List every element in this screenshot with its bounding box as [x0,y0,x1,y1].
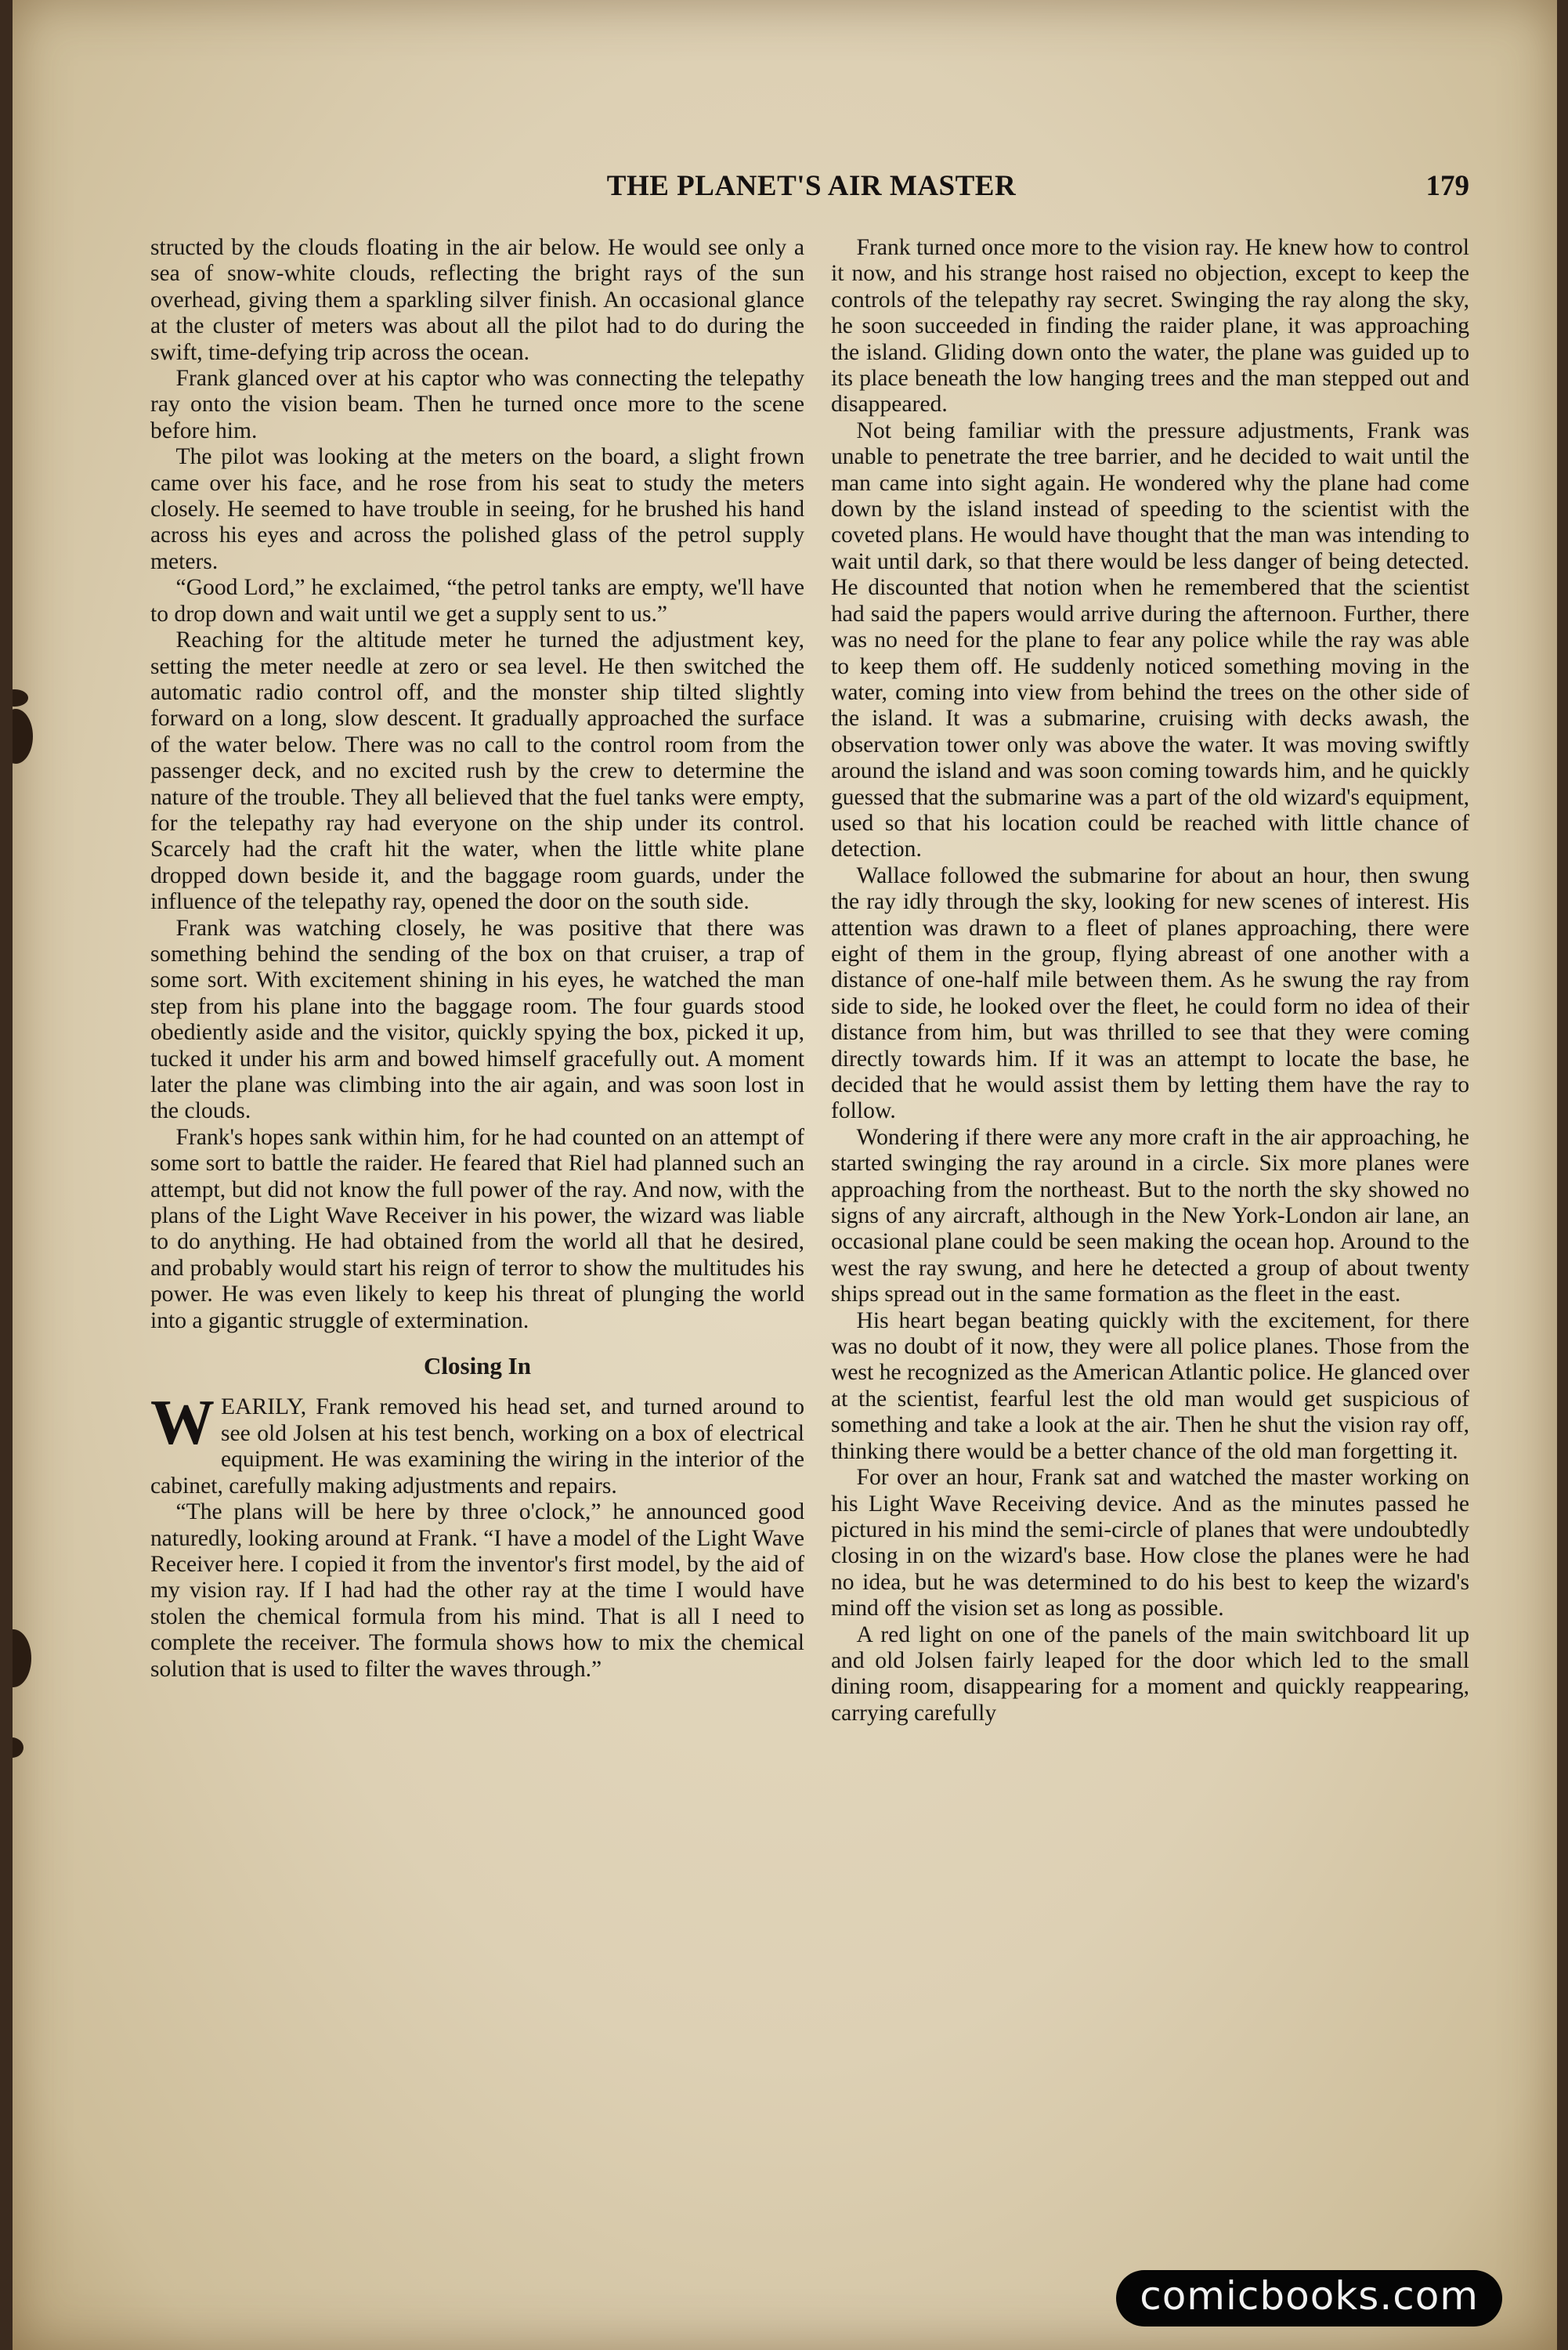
paragraph: Frank was watching closely, he was positive that there was something behind the sending of the box on that cruiser, a trap of some sort. With excitement shining in his eyes, he watched the man step from his plane into the baggage room. The four guards stood obediently aside and the visitor, quickly spying the box, picked it up, tucked it under his arm and bowed himself gracefully out. A moment later the plane was climbing into the air again, and was soon lost in the clouds. [150,915,804,1124]
paragraph: Wallace followed the submarine for about an hour, then swung the ray idly through the sky, looking for new scenes of interest. His attention was drawn to a fleet of planes approaching, there were eight of them in the group, flying abreast of one another with a distance of one-half mile between them. As he swung the ray from side to side, he looked over the fleet, he could form no idea of their distance from him, but was thrilled to see that they were coming directly towards him. If it was an attempt to locate the base, he decided that he would assist them by letting them have the ray to follow. [831,862,1469,1124]
paragraph: His heart began beating quickly with the excitement, for there was no doubt of it now, they were all police planes. Those from the west he recognized as the American Atlantic police. He glanced over at the scientist, fearful lest the old man would get suspicious of something and take a look at the air. Then he shut the vision ray off, thinking there would be a better chance of the old man forgetting it. [831,1307,1469,1464]
magazine-page [13,0,1557,2350]
paragraph: Not being familiar with the pressure adjustments, Frank was unable to penetrate the tree barrier, and he decided to wait until the man came into sight again. He wondered why the plane had come down by the island instead of speeding to the scientist with the coveted plans. He would have thought that the man was intending to wait until dark, so that there would be less danger of being detected. He discounted that notion when he remembered that the scientist had said the papers would arrive during the afternoon. Further, there was no need for the plane to fear any police while the ray was able to keep them off. He suddenly noticed something moving in the water, coming into view from behind the trees on the other side of the island. It was a submarine, cruising with decks awash, the observation tower only was above the water. It was moving swiftly around the island and was soon coming towards him, and he quickly guessed that the submarine was a part of the old wizard's equipment, used so that his location could be reached with little chance of detection. [831,418,1469,862]
watermark-logo [1116,2270,1502,2326]
watermark-text: comicbooks.com [1140,2273,1479,2319]
dropcap-paragraph [150,1386,804,1499]
left-column [150,235,804,2264]
page-edge-damage [13,0,44,2350]
running-title: THE PLANET'S AIR MASTER [606,170,1017,202]
paragraph: The pilot was looking at the meters on the board, a slight frown came over his face, and he rose from his seat to study the meters closely. He seemed to have trouble in seeing, for he brushed his hand across his eyes and across the polished glass of the petrol supply meters. [150,444,804,574]
right-column [831,235,1469,2264]
dropcap-letter: W [150,1386,215,1459]
paragraph: Frank glanced over at his captor who was connecting the telepathy ray onto the vision beam. Then he turned once more to the scene before him. [150,366,804,443]
paragraph: Frank's hopes sank within him, for he had counted on an attempt of some sort to battle the raider. He feared that Riel had planned such an attempt, but did not know the full power of the ray. And now, with the plans of the Light Wave Receiver in his power, the wizard was liable to do anything. He had obtained from the world all that he desired, and probably would start his reign of terror to show the multitudes his power. He was even likely to keep his threat of plunging the world into a gigantic struggle of extermination. [150,1124,804,1333]
dropcap-paragraph-text: EARILY, Frank removed his head set, and turned around to see old Jolsen at his test bench, working on a box of electrical equipment. He was examining the wiring in the interior of the cabinet, carefully making adjustments and repairs. [150,1394,804,1499]
paragraph: “The plans will be here by three o'clock,” he announced good naturedly, looking around at Frank. “I have a model of the Light Wave Receiver here. I copied it from the inventor's first model, by the aid of my vision ray. If I had had the other ray at the time I would have stolen the chemical formula from his mind. That is all I need to complete the receiver. The formula shows how to mix the chemical solution that is used to filter the waves through.” [150,1499,804,1682]
paragraph: structed by the clouds floating in the air below. He would see only a sea of snow-white clouds, reflecting the bright rays of the sun overhead, giving them a sparkling silver finish. An occasional glance at the cluster of meters was about all the pilot had to do during the swift, time-defying trip across the ocean. [150,235,804,365]
paragraph: Frank turned once more to the vision ray. He knew how to control it now, and his strange host raised no objection, except to keep the controls of the telepathy ray secret. Swinging the ray along the sky, he soon succeeded in finding the raider plane, it was approaching the island. Gliding down onto the water, the plane was guided up to its place beneath the low hanging trees and the man stepped out and disappeared. [831,235,1469,418]
paragraph: A red light on one of the panels of the main switchboard lit up and old Jolsen fairly leaped for the door which led to the small dining room, disappearing for a moment and quickly reappearing, carrying carefully [831,1622,1469,1726]
paragraph: For over an hour, Frank sat and watched the master working on his Light Wave Receiving device. And as the minutes passed he pictured in his mind the semi-circle of planes that were undoubtedly closing in on the wizard's base. How close the planes were he had no idea, but he was determined to do his best to keep the wizard's mind off the vision set as long as possible. [831,1465,1469,1622]
page-number: 179 [1425,170,1469,202]
paragraph: Reaching for the altitude meter he turned the adjustment key, setting the meter needle at zero or sea level. He then switched the automatic radio control off, and the monster ship tilted slightly forward on a long, slow descent. It gradually approached the surface of the water below. There was no call to the control room from the passenger deck, and no excited rush by the crew to determine the nature of the trouble. They all believed that the fuel tanks were empty, for the telepathy ray had everyone on the ship under its control. Scarcely had the craft hit the water, when the little white plane dropped down beside it, and the baggage room guards, under the influence of the telepathy ray, opened the door on the south side. [150,627,804,915]
page-header [154,164,1469,208]
paragraph: “Good Lord,” he exclaimed, “the petrol tanks are empty, we'll have to drop down and wait until we get a supply sent to us.” [150,575,804,627]
section-heading: Closing In [424,1352,531,1380]
paragraph: Wondering if there were any more craft in the air approaching, he started swinging the ray around in a circle. Six more planes were approaching from the northeast. But to the north the sky showed no signs of any aircraft, although in the New York-London air lane, an occasional plane could be seen making the ocean hop. Around to the west the ray swung, and here he detected a group of about twenty ships spread out in the same formation as the fleet in the east. [831,1124,1469,1307]
